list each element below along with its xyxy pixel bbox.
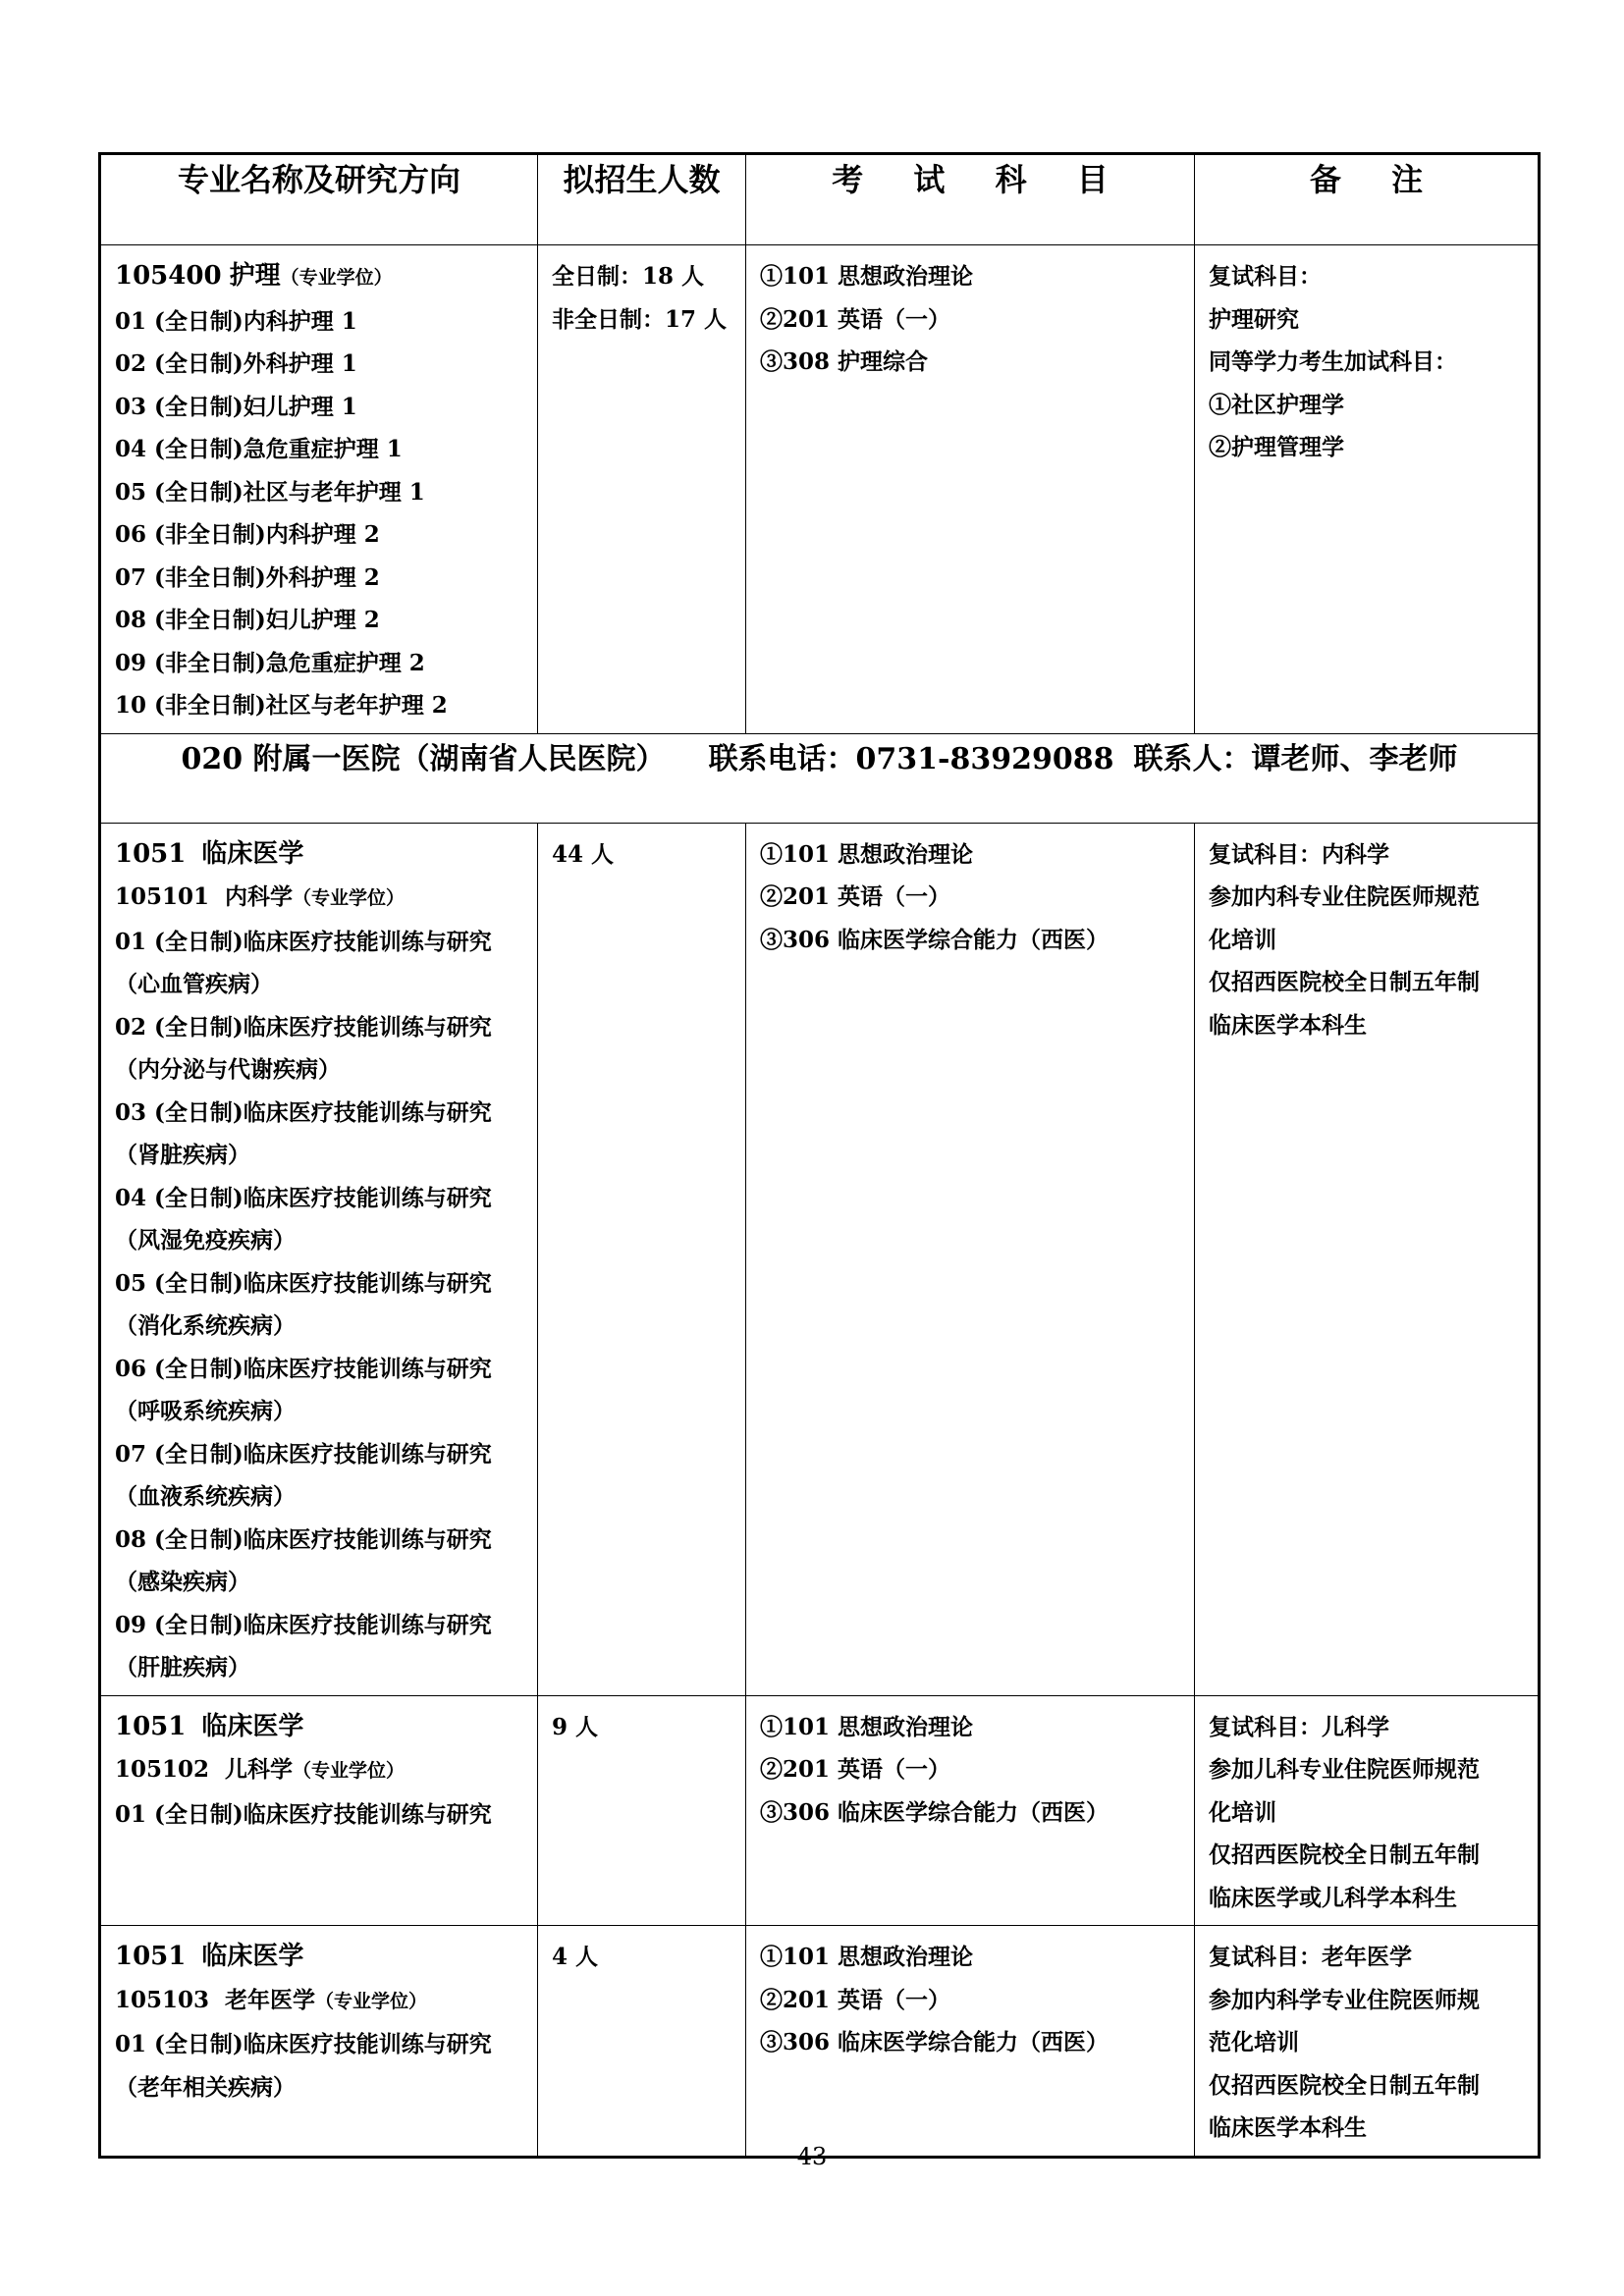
major-title: 1051 临床医学 (115, 1711, 304, 1741)
remark-line: 护理研究 (1209, 305, 1299, 333)
enrollment-cell (538, 245, 746, 734)
exam-cell (746, 245, 1195, 734)
remarks-cell (1195, 1926, 1540, 2158)
sub-major-title: 105102 儿科学（专业学位） (115, 1756, 406, 1783)
direction-item: （血液系统疾病） (115, 1483, 296, 1510)
remark-line: 同等学力考生加试科目： (1209, 348, 1457, 375)
major-cell (100, 823, 538, 1695)
major-title: 105400 护理（专业学位） (115, 261, 393, 291)
remark-line: 参加内科学专业住院医师规 (1209, 1986, 1480, 2013)
remark-line: 范化培训 (1209, 2029, 1299, 2056)
direction-item: 04 (全日制)急危重症护理 1 (115, 436, 403, 462)
direction-item: 05 (全日制)临床医疗技能训练与研究 (115, 1269, 492, 1297)
sub-major-title: 105101 内科学（专业学位） (115, 883, 406, 910)
table-row (100, 1926, 1540, 2158)
direction-item: 06 (非全日制)内科护理 2 (115, 521, 380, 548)
remark-line: 仅招西医院校全日制五年制 (1209, 1842, 1480, 1868)
exam-subject: ①101 思想政治理论 (760, 1944, 974, 1970)
exam-subject: ②201 英语（一） (760, 1756, 951, 1783)
enrollment-count: 非全日制：17 人 (552, 305, 728, 333)
direction-item: （感染疾病） (115, 1569, 250, 1595)
exam-subject: ③306 临床医学综合能力（西医） (760, 2029, 1110, 2056)
remark-line: 复试科目：儿科学 (1209, 1713, 1389, 1740)
exam-subject: ①101 思想政治理论 (760, 263, 974, 290)
remark-line: 参加儿科专业住院医师规范 (1209, 1756, 1480, 1783)
remark-line: 参加内科专业住院医师规范 (1209, 883, 1480, 910)
remark-line: 复试科目：内科学 (1209, 840, 1389, 868)
direction-item: 01 (全日制)临床医疗技能训练与研究 (115, 2031, 492, 2057)
page-number: 43 (796, 2143, 828, 2170)
enrollment-count: 全日制：18 人 (552, 263, 705, 290)
direction-item: 09 (非全日制)急危重症护理 2 (115, 649, 425, 676)
enrollment-count: 44 人 (552, 840, 615, 868)
enrollment-cell (538, 823, 746, 1695)
table-row (100, 245, 1540, 734)
exam-subject: ③306 临床医学综合能力（西医） (760, 926, 1110, 953)
exam-subject: ②201 英语（一） (760, 305, 951, 333)
exam-subject: ①101 思想政治理论 (760, 840, 974, 868)
direction-item: 06 (全日制)临床医疗技能训练与研究 (115, 1355, 492, 1382)
table-row (100, 823, 1540, 1695)
remark-line: 仅招西医院校全日制五年制 (1209, 969, 1480, 995)
direction-item: 02 (全日制)外科护理 1 (115, 350, 357, 377)
direction-item: 05 (全日制)社区与老年护理 1 (115, 478, 425, 506)
direction-item: 09 (全日制)临床医疗技能训练与研究 (115, 1611, 492, 1638)
direction-item: 03 (全日制)妇儿护理 1 (115, 393, 357, 420)
department-name: 020 附属一医院（湖南省人民医院） (181, 741, 666, 776)
remark-line: 仅招西医院校全日制五年制 (1209, 2071, 1480, 2099)
header-enrollment: 拟招生人数 (538, 154, 746, 245)
remark-line: 化培训 (1209, 1798, 1276, 1826)
remark-line: 临床医学本科生 (1209, 2114, 1367, 2141)
remark-line: ②护理管理学 (1209, 434, 1344, 460)
table-row (100, 1695, 1540, 1926)
enrollment-count: 4 人 (552, 1944, 599, 1970)
remark-line: 临床医学本科生 (1209, 1011, 1367, 1039)
major-title: 1051 临床医学 (115, 838, 304, 869)
direction-item: 03 (全日制)临床医疗技能训练与研究 (115, 1098, 492, 1126)
header-major: 专业名称及研究方向 (100, 154, 538, 245)
direction-item: 07 (全日制)临床医疗技能训练与研究 (115, 1440, 492, 1468)
direction-item: 10 (非全日制)社区与老年护理 2 (115, 692, 448, 719)
remarks-cell (1195, 823, 1540, 1695)
direction-item: 08 (非全日制)妇儿护理 2 (115, 607, 380, 633)
enrollment-cell (538, 1926, 746, 2158)
exam-subject: ②201 英语（一） (760, 883, 951, 910)
direction-item: 01 (全日制)临床医疗技能训练与研究 (115, 928, 492, 955)
sub-major-title: 105103 老年医学（专业学位） (115, 1986, 428, 2013)
remarks-cell (1195, 1695, 1540, 1926)
major-title: 1051 临床医学 (115, 1942, 304, 1971)
direction-item: 02 (全日制)临床医疗技能训练与研究 (115, 1013, 492, 1041)
department-contact: 联系人：谭老师、李老师 (1133, 741, 1458, 776)
direction-item: （老年相关疾病） (115, 2073, 296, 2101)
table-header-row (100, 154, 1540, 245)
department-phone: 联系电话：0731-83929088 (708, 741, 1114, 776)
major-cell (100, 1695, 538, 1926)
remark-line: 复试科目： (1209, 263, 1322, 290)
header-exams: 考 试 科 目 (746, 154, 1195, 245)
remark-line: 化培训 (1209, 926, 1276, 953)
direction-item: （肝脏疾病） (115, 1654, 250, 1681)
department-row (100, 733, 1540, 823)
exam-cell (746, 1926, 1195, 2158)
direction-item: 08 (全日制)临床医疗技能训练与研究 (115, 1525, 492, 1553)
direction-item: 07 (非全日制)外科护理 2 (115, 563, 380, 591)
direction-item: 01 (全日制)临床医疗技能训练与研究 (115, 1800, 492, 1828)
direction-item: （风湿免疫疾病） (115, 1227, 296, 1254)
enrollment-count: 9 人 (552, 1713, 599, 1740)
direction-item: （呼吸系统疾病） (115, 1398, 296, 1424)
exam-subject: ③306 临床医学综合能力（西医） (760, 1798, 1110, 1826)
remark-line: 复试科目：老年医学 (1209, 1944, 1412, 1970)
direction-item: 01 (全日制)内科护理 1 (115, 307, 357, 335)
enrollment-cell (538, 1695, 746, 1926)
enrollment-table (98, 152, 1541, 2159)
remark-line: ①社区护理学 (1209, 391, 1344, 418)
exam-subject: ①101 思想政治理论 (760, 1713, 974, 1740)
exam-cell (746, 1695, 1195, 1926)
remark-line: 临床医学或儿科学本科生 (1209, 1884, 1457, 1911)
direction-item: （消化系统疾病） (115, 1312, 296, 1339)
department-header (100, 733, 1540, 823)
direction-item: （心血管疾病） (115, 971, 273, 997)
direction-item: 04 (全日制)临床医疗技能训练与研究 (115, 1184, 492, 1211)
major-cell (100, 1926, 538, 2158)
direction-item: （内分泌与代谢疾病） (115, 1056, 341, 1083)
major-cell (100, 245, 538, 734)
direction-item: （肾脏疾病） (115, 1142, 250, 1168)
header-remarks: 备 注 (1195, 154, 1540, 245)
remarks-cell (1195, 245, 1540, 734)
exam-cell (746, 823, 1195, 1695)
exam-subject: ③308 护理综合 (760, 348, 929, 375)
exam-subject: ②201 英语（一） (760, 1986, 951, 2013)
